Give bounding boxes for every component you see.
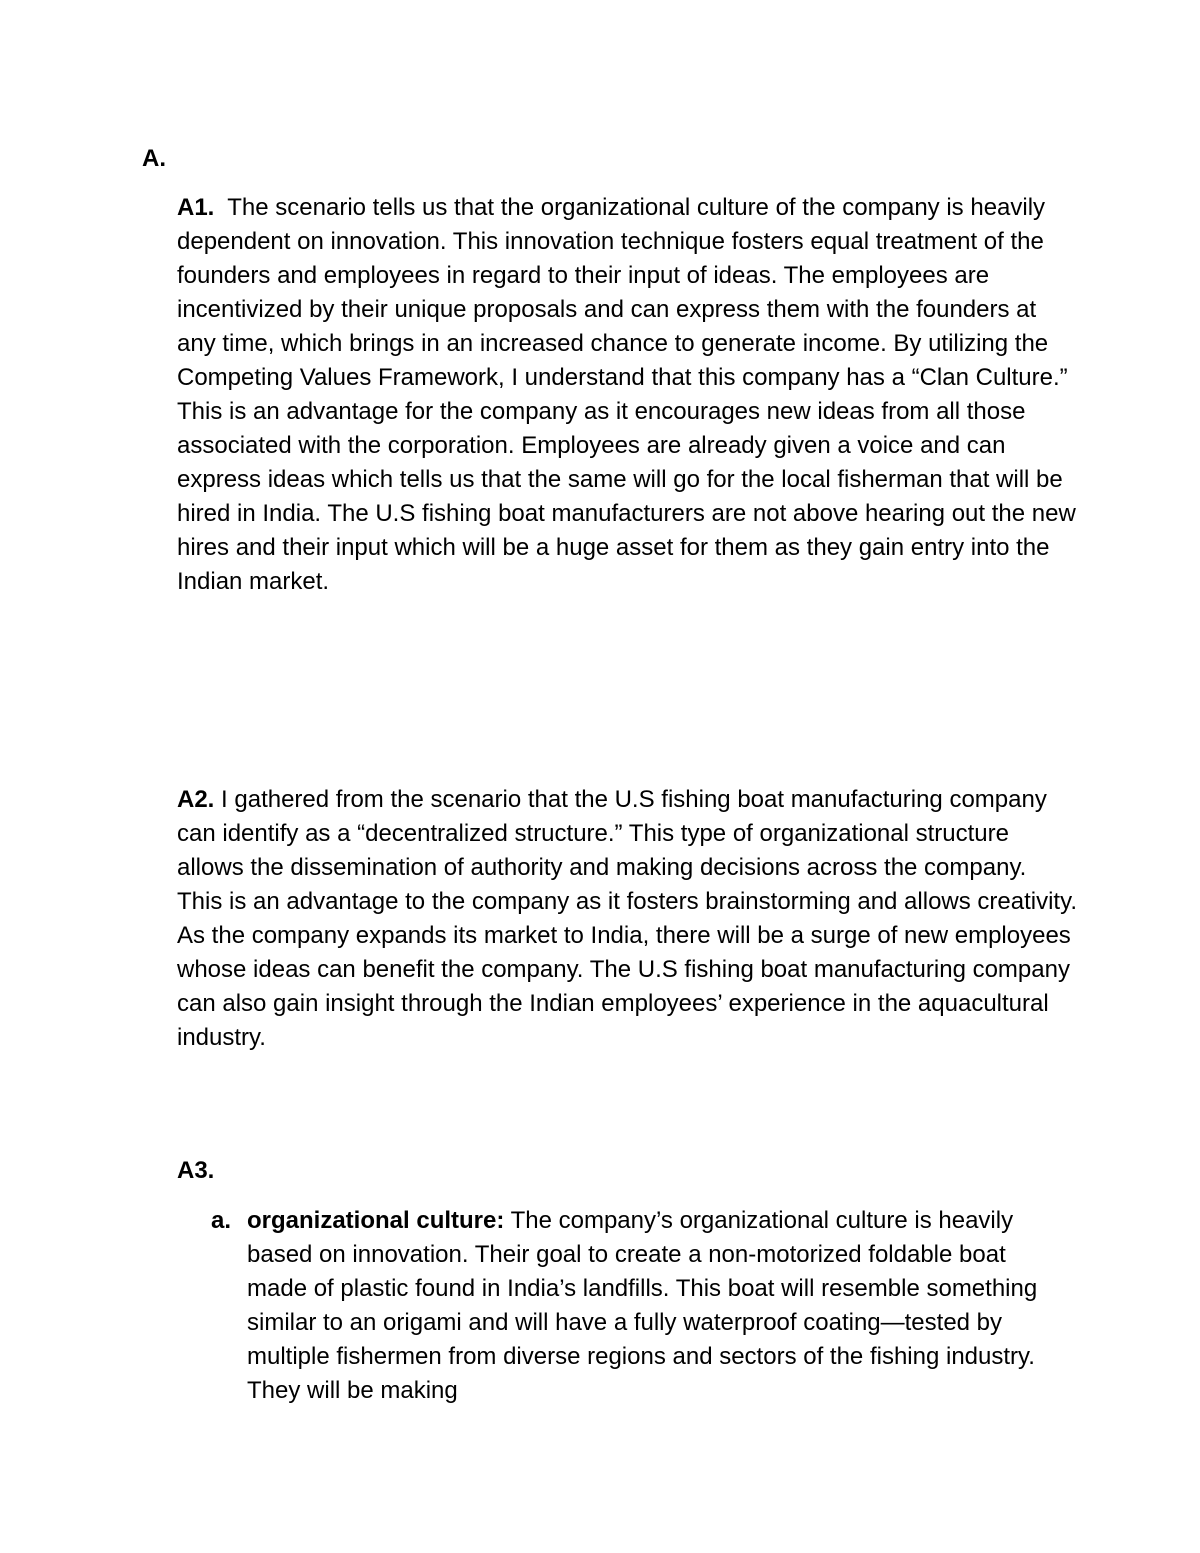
answer-a2-paragraph xyxy=(177,783,1077,1055)
list-item-term: organizational culture: xyxy=(247,1207,505,1234)
list-item xyxy=(211,1204,1071,1408)
answer-a1-label: A1. xyxy=(177,194,215,221)
answer-a3-list xyxy=(211,1204,1071,1408)
list-item-marker: a. xyxy=(211,1207,232,1234)
answer-a2-text: I gathered from the scenario that the U.S fishing boat manufacturing company can identify as a “decentralized structure.” This type of organizational structure allows the dissemination of authority and making decisions across the company. This is an advantage to the company as it fosters brainstorming and allows creativity. As the company expands its market to India, there will be a surge of new employees whose ideas can benefit the company. The U.S fishing boat manufacturing company can also gain insight through the Indian employees’ experience in the aquacultural industry. xyxy=(177,786,1077,1051)
list-item-text: The company’s organizational culture is heavily based on innovation. Their goal to create a non-motorized foldable boat made of plastic found in India’s landfills. This boat will resemble something similar to an origami and will have a fully waterproof coating—tested by multiple fishermen from diverse regions and sectors of the fishing industry. They will be making xyxy=(247,1207,1038,1404)
answer-a1-paragraph xyxy=(177,191,1077,599)
answer-a1-text: The scenario tells us that the organizational culture of the company is heavily dependent on innovation. This innovation technique fosters equal treatment of the founders and employees in regard to their input of ideas. The employees are incentivized by their unique proposals and can express them with the founders at any time, which brings in an increased chance to generate income. By utilizing the Competing Values Framework, I understand that this company has a “Clan Culture.” This is an advantage for the company as it encourages new ideas from all those associated with the corporation. Employees are already given a voice and can express ideas which tells us that the same will go for the local fisherman that will be hired in India. The U.S fishing boat manufacturers are not above hearing out the new hires and their input which will be a huge asset for them as they gain entry into the Indian market. xyxy=(177,194,1076,595)
answer-a3-label: A3. xyxy=(177,1157,215,1184)
section-heading: A. xyxy=(142,145,166,172)
answer-a2-label: A2. xyxy=(177,786,215,813)
